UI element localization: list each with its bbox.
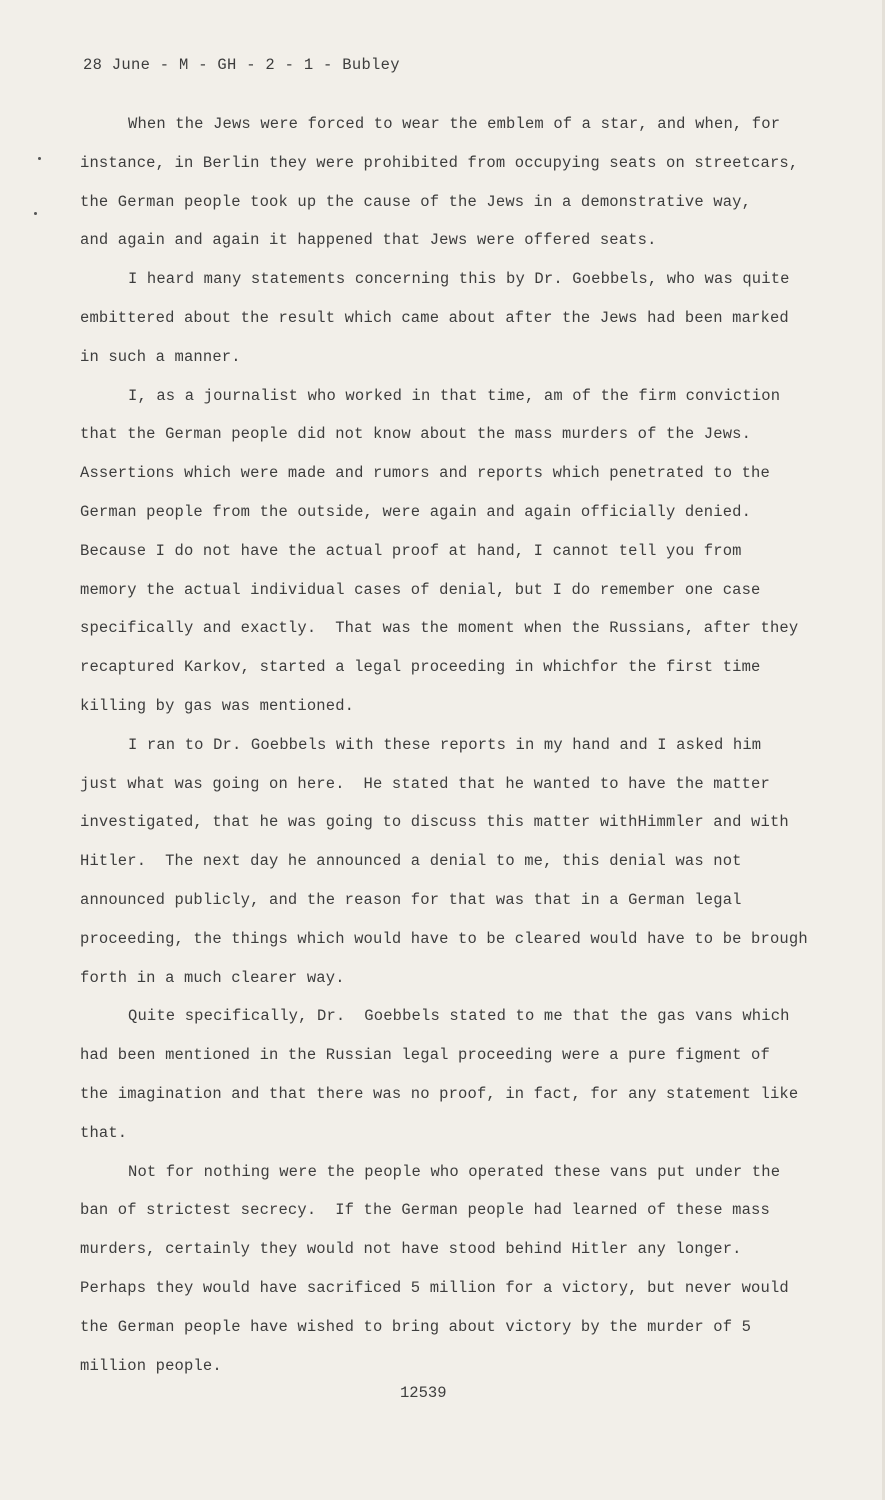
paragraph	[80, 105, 825, 260]
text-line: had been mentioned in the Russian legal proceeding were a pure figment of	[80, 1046, 770, 1065]
text-line: Quite specifically, Dr. Goebbels stated to me that the gas vans which	[128, 1007, 790, 1026]
paragraph	[80, 1153, 825, 1386]
text-line: Perhaps they would have sacrificed 5 million for a victory, but never would	[80, 1278, 789, 1297]
page-header: 28 June - M - GH - 2 - 1 - Bubley	[83, 56, 400, 74]
text-line: the German people took up the cause of the Jews in a demonstrative way,	[80, 192, 752, 211]
paragraph	[80, 377, 825, 726]
text-line: When the Jews were forced to wear the emblem of a star, and when, for	[128, 115, 781, 133]
text-line: I ran to Dr. Goebbels with these reports in my hand and I asked him	[128, 735, 762, 754]
page-number: 12539	[400, 1384, 447, 1402]
text-line: the imagination and that there was no proof, in fact, for any statement like	[80, 1084, 799, 1103]
text-line: embittered about the result which came about after the Jews had been marked	[80, 308, 789, 327]
text-line: killing by gas was mentioned.	[80, 696, 355, 715]
text-line: specifically and exactly. That was the moment when the Russians, after they	[80, 619, 799, 638]
body-text	[80, 105, 825, 1385]
text-line: recaptured Karkov, started a legal proceeding in whichfor the first time	[80, 658, 761, 677]
text-line: proceeding, the things which would have to be cleared would have to be brough	[80, 929, 808, 948]
paragraph	[80, 260, 825, 376]
paragraph	[80, 726, 825, 998]
text-line: Not for nothing were the people who operated these vans put under the	[128, 1162, 781, 1181]
text-line: I heard many statements concerning this by Dr. Goebbels, who was quite	[128, 270, 790, 289]
paragraph	[80, 997, 825, 1152]
text-line: German people from the outside, were again and again officially denied.	[80, 502, 752, 521]
text-line: that.	[80, 1123, 128, 1142]
text-line: murders, certainly they would not have stood behind Hitler any longer.	[80, 1240, 742, 1259]
text-line: forth in a much clearer way.	[80, 968, 345, 987]
text-line: that the German people did not know about the mass murders of the Jews.	[80, 425, 752, 444]
text-line: in such a manner.	[80, 347, 241, 366]
text-line: Because I do not have the actual proof at hand, I cannot tell you from	[80, 541, 742, 560]
text-line: and again and again it happened that Jews were offered seats.	[80, 231, 657, 250]
text-line: the German people have wished to bring about victory by the murder of 5	[80, 1317, 752, 1336]
text-line: I, as a journalist who worked in that time, am of the firm conviction	[128, 386, 781, 405]
margin-mark	[34, 212, 37, 215]
text-line: just what was going on here. He stated that he wanted to have the matter	[80, 774, 770, 793]
text-line: investigated, that he was going to discuss this matter withHimmler and with	[80, 813, 789, 832]
text-line: announced publicly, and the reason for that was that in a German legal	[80, 890, 742, 909]
margin-mark	[38, 157, 41, 160]
text-line: million people.	[80, 1356, 222, 1375]
text-line: memory the actual individual cases of denial, but I do remember one case	[80, 580, 761, 599]
text-line: Hitler. The next day he announced a denial to me, this denial was not	[80, 852, 742, 871]
text-line: ban of strictest secrecy. If the German people had learned of these mass	[80, 1201, 770, 1220]
text-line: Assertions which were made and rumors and reports which penetrated to the	[80, 464, 770, 483]
text-line: instance, in Berlin they were prohibited from occupying seats on streetcars,	[80, 153, 799, 172]
